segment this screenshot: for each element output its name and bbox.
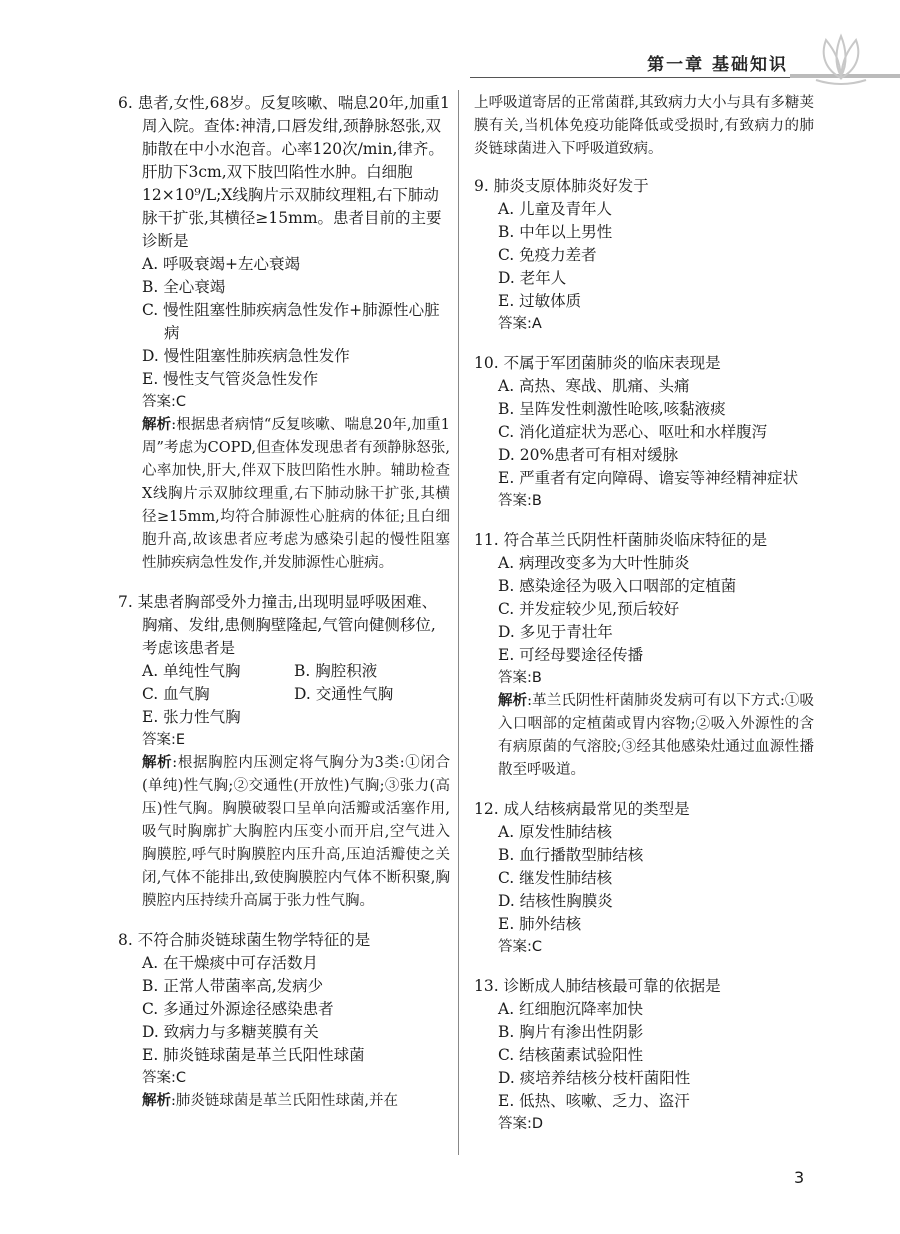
option-item: D. 痰培养结核分枝杆菌阳性 — [498, 1069, 691, 1087]
option-row — [118, 660, 450, 683]
option-item: E. 过敏体质 — [498, 292, 582, 310]
question-stem: 12. 成人结核病最常见的类型是 — [474, 800, 690, 818]
question-stem: 7. 某患者胸部受外力撞击,出现明显呼吸困难、胸痛、发绀,患侧胸壁隆起,气管向健侧移位,考虑该患者是 — [118, 593, 438, 657]
option-item: E. 慢性支气管炎急性发作 — [142, 370, 319, 388]
explanation — [118, 414, 450, 575]
answer-line: 答案:B — [498, 493, 542, 509]
option-row — [118, 683, 450, 706]
option-item: D. 致病力与多糖荚膜有关 — [142, 1023, 319, 1041]
option-item: E. 肺炎链球菌是革兰氏阳性球菌 — [142, 1046, 365, 1064]
option-item: C. 结核菌素试验阳性 — [498, 1046, 644, 1064]
option-item: C. 免疫力差者 — [498, 246, 597, 264]
option-item: D. 结核性胸膜炎 — [498, 892, 613, 910]
question-stem: 8. 不符合肺炎链球菌生物学特征的是 — [118, 931, 371, 949]
answer-line: 答案:C — [142, 1070, 187, 1086]
option-item: C. 并发症较少见,预后较好 — [498, 600, 680, 618]
option-item: C. 继发性肺结核 — [498, 869, 613, 887]
option-item: B. 全心衰竭 — [142, 278, 226, 296]
answer-line: 答案:B — [498, 670, 542, 686]
answer-line: 答案:A — [498, 316, 542, 332]
right-column — [474, 92, 814, 1152]
option-item: E. 低热、咳嗽、乏力、盗汗 — [498, 1092, 690, 1110]
explanation — [118, 752, 450, 913]
answer-line: 答案:E — [142, 732, 186, 748]
option-item: E. 肺外结核 — [498, 915, 582, 933]
option-item: B. 呈阵发性刺激性呛咳,咳黏液痰 — [498, 400, 726, 418]
option-item: C. 血气胸 — [142, 685, 210, 703]
option-item: B. 血行播散型肺结核 — [498, 846, 644, 864]
explanation-text: :肺炎链球菌是革兰氏阳性球菌,并在 — [171, 1093, 398, 1109]
option-item: A. 病理改变多为大叶性肺炎 — [498, 554, 690, 572]
option-item: A. 儿童及青年人 — [498, 200, 613, 218]
question-stem: 11. 符合革兰氏阴性杆菌肺炎临床特征的是 — [474, 531, 768, 549]
option-item: B. 胸腔积液 — [294, 662, 378, 680]
option-item: A. 原发性肺结核 — [498, 823, 613, 841]
option-item: C. 慢性阻塞性肺疾病急性发作+肺源性心脏病 — [142, 301, 440, 342]
question-block — [118, 929, 450, 1113]
explanation-text: :革兰氏阴性杆菌肺炎发病可有以下方式:①吸入口咽部的定植菌或胃内容物;②吸入外源性的含有病原菌的气溶胶;③经其他感染灶通过血源性播散至呼吸道。 — [498, 693, 814, 778]
chapter-title: 第一章 基础知识 — [647, 55, 788, 75]
explanation — [118, 1090, 450, 1113]
question-stem: 6. 患者,女性,68岁。反复咳嗽、喘息20年,加重1周入院。查体:神清,口唇发绀,颈静脉怒张,双肺散在中小水泡音。心率120次/min,律齐。肝肋下3cm,双下肢凹陷性水肿。白细胞12×10⁹/L;X线胸片示双肺纹理粗,右下肺动脉干扩张,其横径≥15mm。患者目前的主要诊断是 — [118, 94, 450, 250]
column-divider — [458, 90, 459, 1155]
question-stem: 9. 肺炎支原体肺炎好发于 — [474, 177, 649, 195]
question-stem: 10. 不属于军团菌肺炎的临床表现是 — [474, 354, 721, 372]
left-column — [118, 92, 450, 1129]
option-item: E. 张力性气胸 — [142, 708, 241, 726]
option-item: E. 严重者有定向障碍、谵妄等神经精神症状 — [498, 469, 799, 487]
question-block — [474, 175, 814, 336]
page-header — [470, 44, 900, 78]
option-item: A. 红细胞沉降率加快 — [498, 1000, 644, 1018]
question-block — [474, 975, 814, 1136]
option-item: D. 20%患者可有相对缓脉 — [498, 446, 679, 464]
option-item: E. 可经母婴途径传播 — [498, 646, 644, 664]
question-block — [118, 92, 450, 575]
option-item: B. 胸片有渗出性阴影 — [498, 1023, 644, 1041]
explanation-label: 解析 — [498, 693, 528, 709]
explanation-label: 解析 — [142, 755, 173, 771]
option-item: D. 交通性气胸 — [294, 685, 394, 703]
option-item: C. 多通过外源途径感染患者 — [142, 1000, 334, 1018]
question-block — [474, 529, 814, 782]
question-block — [118, 591, 450, 913]
answer-line: 答案:D — [498, 1116, 544, 1132]
explanation-continuation: 上呼吸道寄居的正常菌群,其致病力大小与具有多糖荚膜有关,当机体免疫功能降低或受损时,有致病力的肺炎链球菌进入下呼吸道致病。 — [474, 95, 814, 157]
option-item: C. 消化道症状为恶心、呕吐和水样腹泻 — [498, 423, 768, 441]
option-item: B. 中年以上男性 — [498, 223, 613, 241]
option-item: D. 老年人 — [498, 269, 567, 287]
explanation-text: :根据胸腔内压测定将气胸分为3类:①闭合(单纯)性气胸;②交通性(开放性)气胸;③张力(高压)性气胸。胸膜破裂口呈单向活瓣或活塞作用,吸气时胸廓扩大胸腔内压变小而开启,空气进入胸膜腔,呼气时胸膜腔内压升高,压迫活瓣使之关闭,气体不能排出,致使胸膜腔内气体不断积聚,胸膜腔内压持续升高属于张力性气胸。 — [142, 755, 451, 909]
answer-line: 答案:C — [142, 394, 187, 410]
explanation-text: :根据患者病情“反复咳嗽、喘息20年,加重1周”考虑为COPD,但查体发现患者有颈静脉怒张,心率加快,肝大,伴双下肢凹陷性水肿。辅助检查X线胸片示双肺纹理重,右下肺动脉干扩张,其横径≥15mm,均符合肺源性心脏病的体征;且白细胞升高,故该患者应考虑为感染引起的慢性阻塞性肺疾病急性发作,并发肺源性心脏病。 — [142, 417, 450, 571]
option-item: D. 多见于青壮年 — [498, 623, 613, 641]
option-item: A. 单纯性气胸 — [142, 662, 241, 680]
option-item: A. 呼吸衰竭+左心衰竭 — [142, 255, 301, 273]
page-number: 3 — [794, 1168, 805, 1187]
option-item: B. 感染途径为吸入口咽部的定植菌 — [498, 577, 737, 595]
question-stem: 13. 诊断成人肺结核最可靠的依据是 — [474, 977, 721, 995]
option-item: B. 正常人带菌率高,发病少 — [142, 977, 324, 995]
explanation-label: 解析 — [142, 417, 172, 433]
question-block — [474, 352, 814, 513]
option-item: D. 慢性阻塞性肺疾病急性发作 — [142, 347, 350, 365]
question-block — [474, 798, 814, 959]
header-rule — [470, 77, 810, 78]
option-item: A. 在干燥痰中可存活数月 — [142, 954, 319, 972]
answer-line: 答案:C — [498, 939, 543, 955]
option-item: A. 高热、寒战、肌痛、头痛 — [498, 377, 690, 395]
explanation — [474, 690, 814, 782]
lotus-logo-icon — [806, 30, 876, 86]
explanation-label: 解析 — [142, 1093, 171, 1109]
